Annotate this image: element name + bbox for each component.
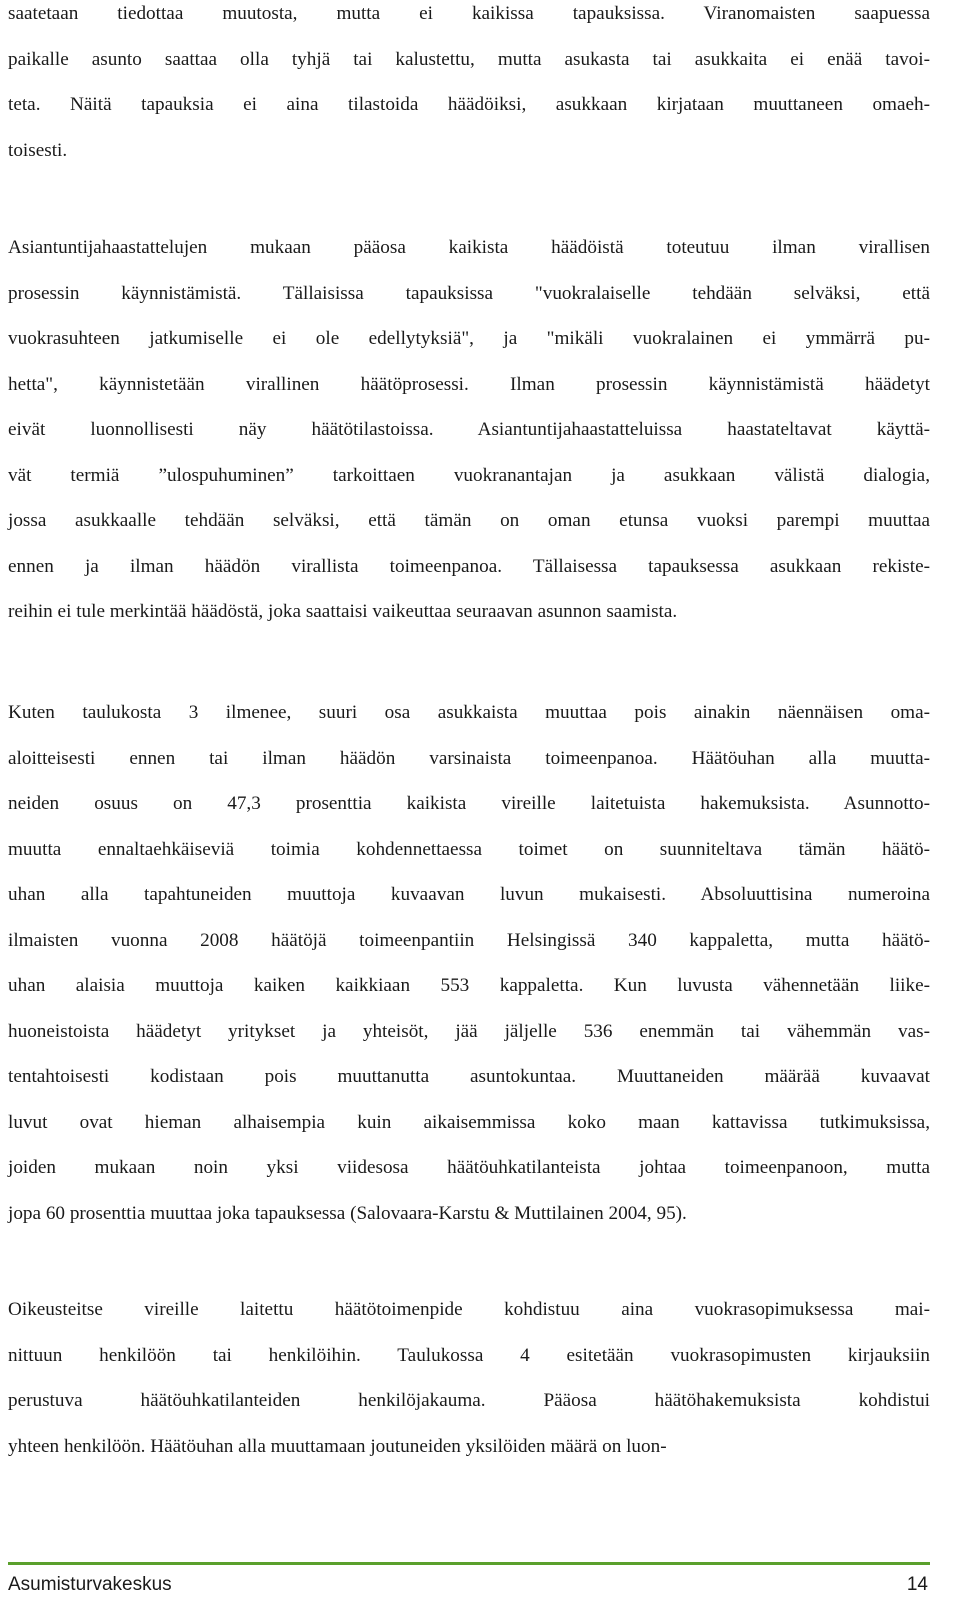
text-line: joiden mukaan noin yksi viidesosa häätöuhkatilanteista johtaa toimeenpanoon, mutta [8,1157,930,1178]
footer-organization: Asumisturvakeskus [8,1574,172,1595]
text-line: neiden osuus on 47,3 prosenttia kaikista vireille laitetuista hakemuksista. Asunnotto- [8,793,930,814]
text-line: Kuten taulukosta 3 ilmenee, suuri osa asukkaista muuttaa pois ainakin näennäisen oma- [8,702,930,723]
text-line: vuokrasuhteen jatkumiselle ei ole edellytyksiä", ja "mikäli vuokralainen ei ymmärrä pu- [8,328,930,349]
text-line: hetta", käynnistetään virallinen häätöprosessi. Ilman prosessin käynnistämistä häädetyt [8,373,930,395]
text-line: teta. Näitä tapauksia ei aina tilastoida häädöiksi, asukkaan kirjataan muuttaneen omaeh- [8,94,930,115]
paragraph-3 [8,690,930,1236]
text-line: Asiantuntijahaastattelujen mukaan pääosa kaikista häädöistä toteutuu ilman virallisen [8,237,930,258]
text-line: yhteen henkilöön. Häätöuhan alla muuttamaan joutuneiden yksilöiden määrä on luon- [8,1435,667,1457]
text-line: uhan alaisia muuttoja kaiken kaikkiaan 553 kappaletta. Kun luvusta vähennetään liike- [8,975,930,996]
footer-rule [8,1562,930,1565]
text-line: saatetaan tiedottaa muutosta, mutta ei kaikissa tapauksissa. Viranomaisten saapuessa [8,3,930,24]
text-line: muutta ennaltaehkäiseviä toimia kohdennettaessa toimet on suunniteltava tämän häätö- [8,838,930,860]
text-line: perustuva häätöuhkatilanteiden henkilöjakauma. Pääosa häätöhakemuksista kohdistui [8,1390,930,1411]
text-line: reihin ei tule merkintää häädöstä, joka saattaisi vaikeuttaa seuraavan asunnon saamista. [8,601,678,622]
text-line: eivät luonnollisesti näy häätötilastoissa. Asiantuntijahaastatteluissa haastateltavat käyttä- [8,419,930,440]
text-line: Oikeusteitse vireille laitettu häätötoimenpide kohdistuu aina vuokrasopimuksessa mai- [8,1299,930,1320]
text-line: ilmaisten vuonna 2008 häätöjä toimeenpantiin Helsingissä 340 kappaletta, mutta häätö- [8,929,930,951]
text-line: prosessin käynnistämistä. Tällaisissa tapauksissa "vuokralaiselle tehdään selväksi, että [8,282,930,304]
text-line: huoneistoista häädetyt yritykset ja yhteisöt, jää jäljelle 536 enemmän tai vähemmän vas- [8,1020,930,1042]
paragraph-4 [8,1287,930,1469]
text-line: tentahtoisesti kodistaan pois muuttanutta asuntokuntaa. Muuttaneiden määrää kuvaavat [8,1066,930,1087]
text-line: uhan alla tapahtuneiden muuttoja kuvaavan luvun mukaisesti. Absoluuttisina numeroina [8,884,930,905]
text-line: toisesti. [8,139,68,161]
page-footer [8,1570,930,1610]
text-line: jossa asukkaalle tehdään selväksi, että tämän on oman etunsa vuoksi parempi muuttaa [8,510,930,531]
text-line: vät termiä ”ulospuhuminen” tarkoittaen vuokranantajan ja asukkaan välistä dialogia, [8,464,930,486]
text-line: paikalle asunto saattaa olla tyhjä tai kalustettu, mutta asukasta tai asukkaita ei enää tavoi- [8,48,930,70]
text-line: nittuun henkilöön tai henkilöihin. Taulukossa 4 esitetään vuokrasopimusten kirjauksiin [8,1344,930,1366]
text-line: jopa 60 prosenttia muuttaa joka tapauksessa (Salovaara-Karstu & Muttilainen 2004, 95). [8,1202,687,1224]
text-line: aloitteisesti ennen tai ilman häädön varsinaista toimeenpanoa. Häätöuhan alla muutta- [8,747,930,769]
text-line: luvut ovat hieman alhaisempia kuin aikaisemmissa koko maan kattavissa tutkimuksissa, [8,1111,930,1133]
paragraph-1 [8,0,930,173]
paragraph-2 [8,225,930,635]
page-number: 14 [906,1574,928,1595]
text-line: ennen ja ilman häädön virallista toimeenpanoa. Tällaisessa tapauksessa asukkaan rekiste- [8,555,930,577]
